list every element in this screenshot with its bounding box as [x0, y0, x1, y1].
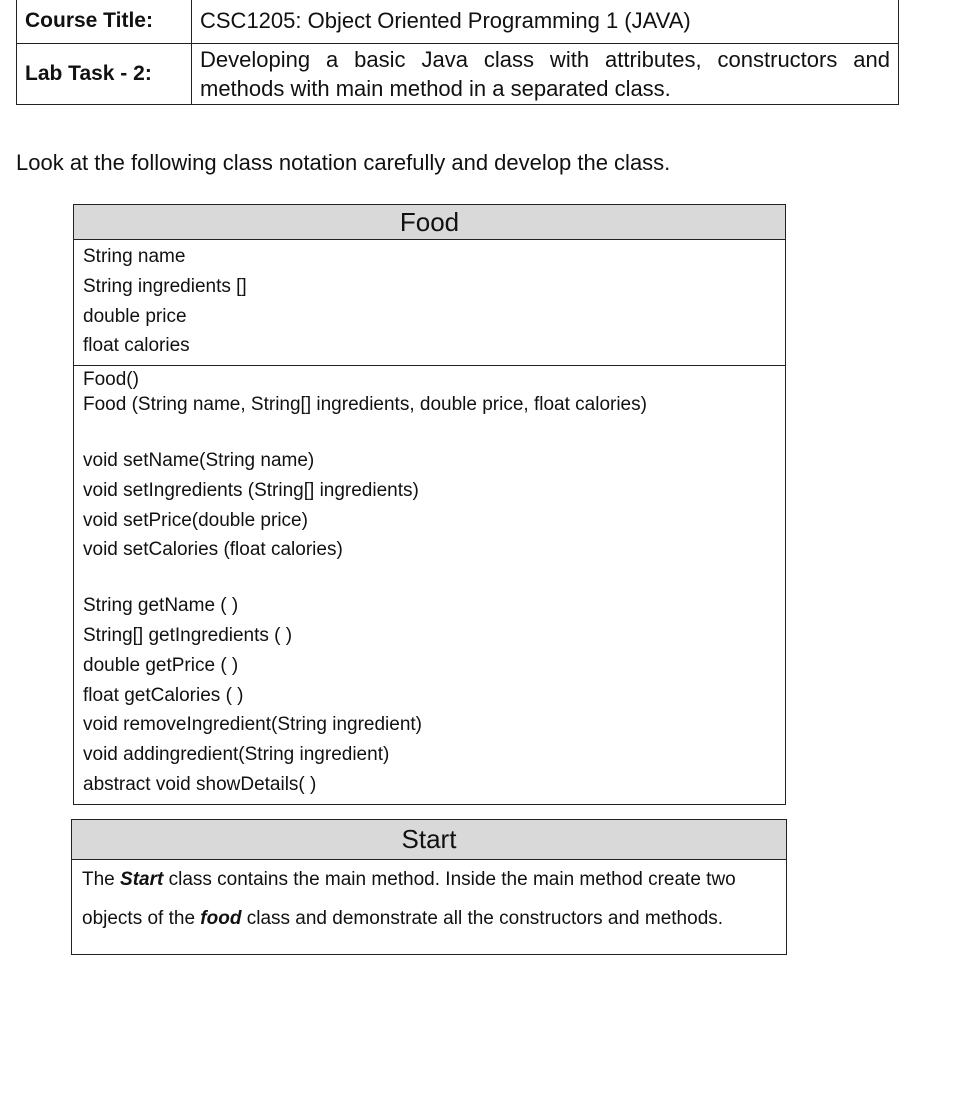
start-class-box — [71, 819, 787, 955]
method-item: void removeIngredient(String ingredient) — [83, 714, 423, 736]
food-class-diagram — [73, 204, 786, 805]
lab-task-description: Developing a basic Java class with attributes, constructors and methods with main method in a separated class. — [192, 44, 899, 105]
setter-item: void setPrice(double price) — [83, 509, 308, 531]
method-item: String[] getIngredients ( ) — [83, 624, 293, 646]
spacer — [83, 420, 776, 446]
course-title-value: CSC1205: Object Oriented Programming 1 (JAVA) — [192, 0, 899, 44]
course-title-label: Course Title: — [17, 0, 192, 44]
setter-item: void setIngredients (String[] ingredients) — [83, 479, 419, 501]
lab-task-row — [17, 44, 899, 105]
spacer — [83, 565, 776, 591]
method-item: double getPrice ( ) — [83, 654, 239, 676]
attribute-item: String name — [83, 246, 186, 267]
setter-item: void setName(String name) — [83, 449, 315, 471]
start-class-name: Start — [72, 820, 786, 860]
constructor-item: Food (String name, String[] ingredients, double price, float calories) — [83, 394, 647, 416]
attribute-item: double price — [83, 305, 187, 327]
course-row — [17, 0, 899, 44]
attribute-item: String ingredients [] — [83, 275, 247, 297]
food-emphasis: food — [200, 908, 242, 929]
food-methods-section — [74, 366, 785, 804]
method-item: abstract void showDetails( ) — [83, 773, 317, 795]
start-description-line-2 — [72, 899, 786, 938]
text-segment: objects of the — [82, 908, 201, 929]
start-emphasis: Start — [120, 869, 164, 890]
food-attributes-section — [74, 240, 785, 366]
header-table — [16, 0, 899, 105]
method-item: String getName ( ) — [83, 595, 239, 617]
attribute-item: float calories — [83, 335, 190, 357]
lab-task-label: Lab Task - 2: — [17, 44, 192, 105]
method-item: float getCalories ( ) — [83, 684, 244, 706]
method-item: void addingredient(String ingredient) — [83, 744, 390, 766]
start-description-line-1 — [72, 860, 786, 899]
constructor-item: Food() — [83, 369, 139, 391]
text-segment: class contains the main method. Inside the main method create two — [163, 869, 736, 890]
instruction-text: Look at the following class notation carefully and develop the class. — [16, 150, 671, 175]
text-segment: The — [82, 869, 121, 890]
setter-item: void setCalories (float calories) — [83, 539, 343, 561]
text-segment: class and demonstrate all the constructors and methods. — [241, 908, 724, 929]
food-class-name: Food — [74, 205, 785, 240]
